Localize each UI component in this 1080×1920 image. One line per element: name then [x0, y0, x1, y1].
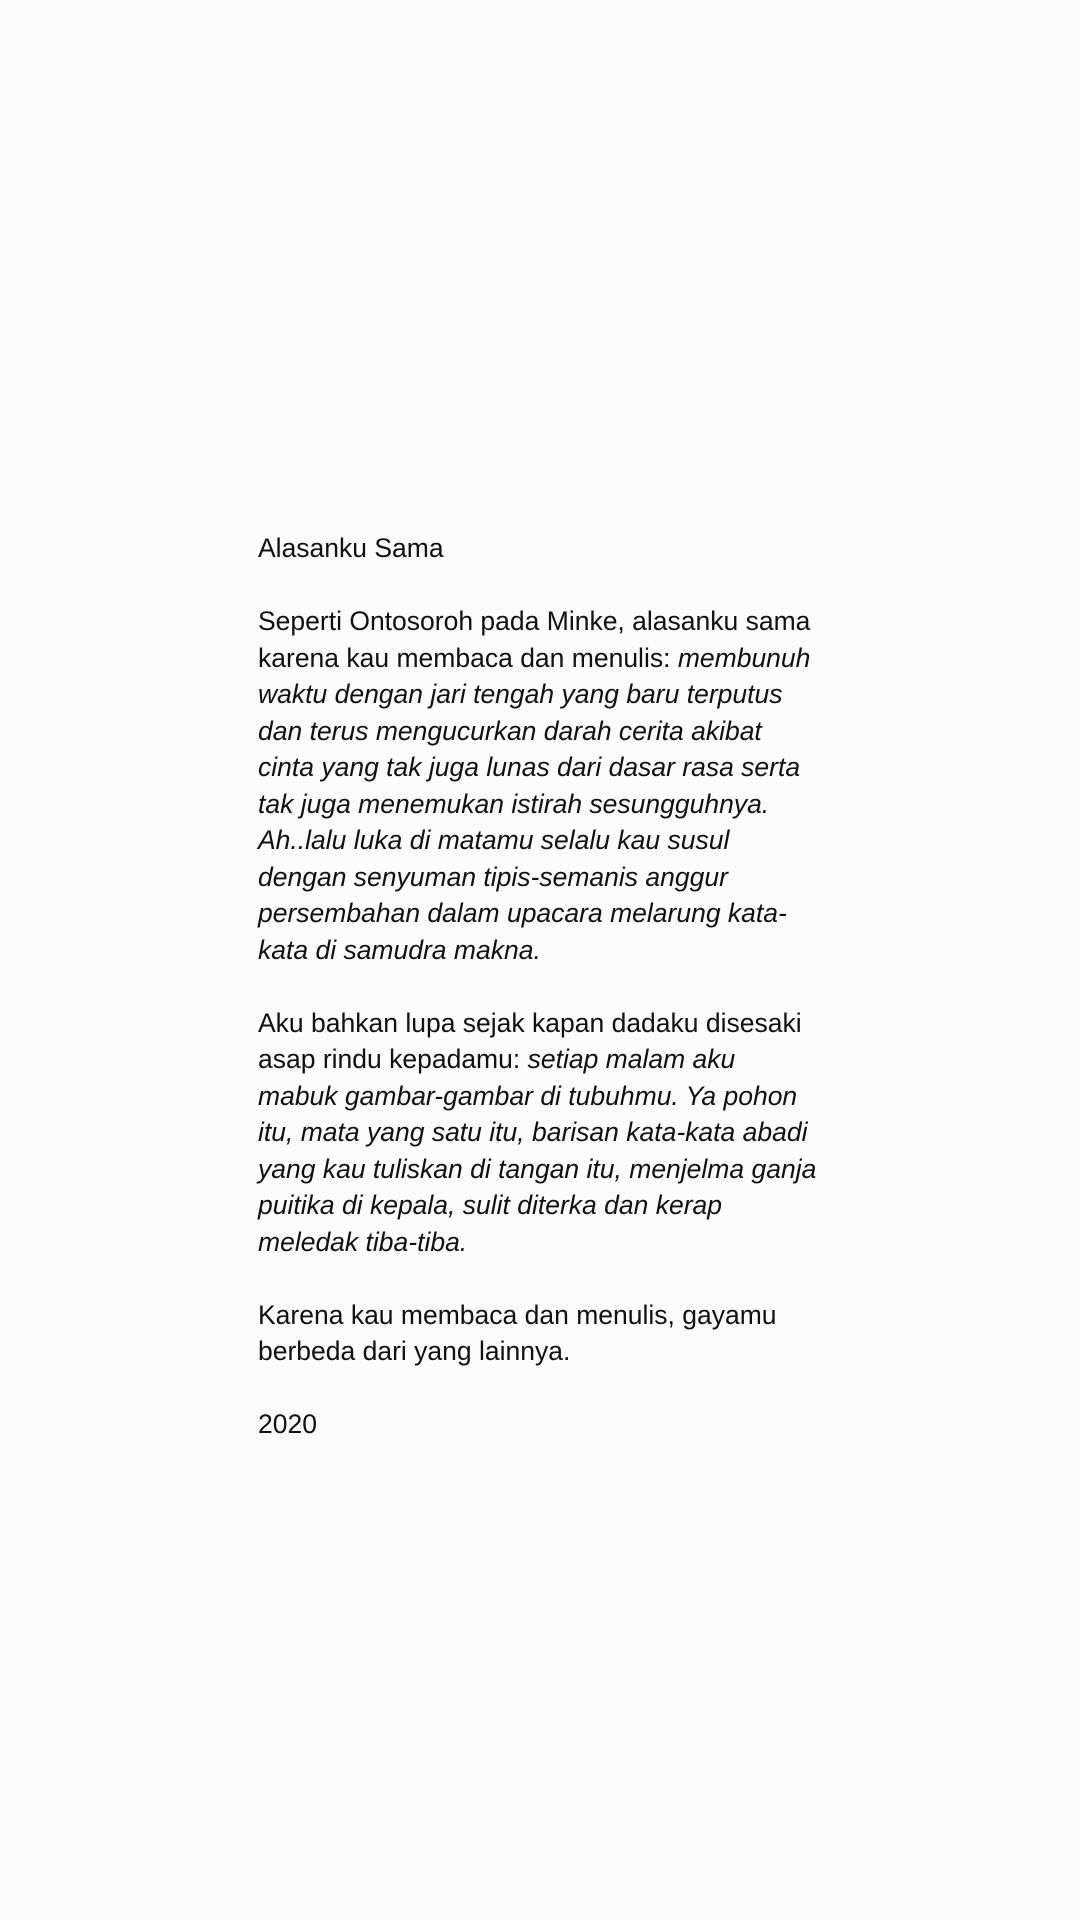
regular-text: Aku bahkan lupa sejak kapan dadaku disesaki [258, 1007, 802, 1038]
italic-text: tak juga menemukan istirah sesungguhnya. [258, 788, 770, 819]
poem-line [258, 1041, 858, 1078]
italic-text: Ah..lalu luka di matamu selalu kau susul [258, 825, 730, 855]
poem [258, 530, 858, 1443]
poem-line [258, 1114, 858, 1151]
poem-line [258, 1224, 858, 1261]
italic-text: kata di samudra makna. [258, 934, 541, 965]
poem-line [258, 895, 858, 932]
poem-line [258, 713, 858, 750]
regular-text: berbeda dari yang lainnya. [258, 1336, 571, 1366]
poem-line [258, 859, 858, 896]
italic-text: dan terus mengucurkan darah cerita akibat [258, 715, 762, 746]
poem-line [258, 1297, 858, 1334]
italic-text: itu, mata yang satu itu, barisan kata-kata abadi [258, 1117, 808, 1147]
italic-text: membunuh [677, 642, 811, 673]
italic-text: setiap malam aku [527, 1044, 736, 1074]
poem-line [258, 1187, 858, 1224]
italic-text: persembahan dalam upacara melarung kata- [258, 898, 787, 928]
italic-text: puitika di kepala, sulit diterka dan kerap [258, 1190, 723, 1220]
poem-line [258, 676, 858, 713]
poem-line [258, 932, 858, 969]
italic-text: mabuk gambar-gambar di tubuhmu. Ya pohon [258, 1080, 798, 1111]
poem-body [258, 603, 858, 1370]
poem-line [258, 1151, 858, 1188]
poem-line [258, 1005, 858, 1042]
poem-line [258, 1333, 858, 1370]
poem-year: 2020 [258, 1409, 317, 1439]
italic-text: cinta yang tak juga lunas dari dasar rasa serta [258, 752, 801, 782]
italic-text: yang kau tuliskan di tangan itu, menjelma ganja [258, 1153, 817, 1184]
italic-text: meledak tiba-tiba. [258, 1226, 468, 1257]
poem-stanza [258, 1005, 858, 1261]
poem-line [258, 1078, 858, 1115]
poem-line [258, 749, 858, 786]
italic-text: dengan senyuman tipis-semanis anggur [258, 861, 728, 892]
poem-line [258, 603, 858, 640]
poem-title: Alasanku Sama [258, 533, 444, 563]
poem-line [258, 822, 858, 859]
poem-stanza [258, 1297, 858, 1370]
poem-line [258, 640, 858, 677]
italic-text: waktu dengan jari tengah yang baru terputus [258, 679, 783, 709]
regular-text: karena kau membaca dan menulis: [258, 642, 678, 673]
regular-text: asap rindu kepadamu: [258, 1044, 528, 1074]
regular-text: Karena kau membaca dan menulis, gayamu [258, 1299, 777, 1330]
poem-stanza [258, 603, 858, 968]
regular-text: Seperti Ontosoroh pada Minke, alasanku sama [258, 606, 811, 636]
poem-line [258, 786, 858, 823]
